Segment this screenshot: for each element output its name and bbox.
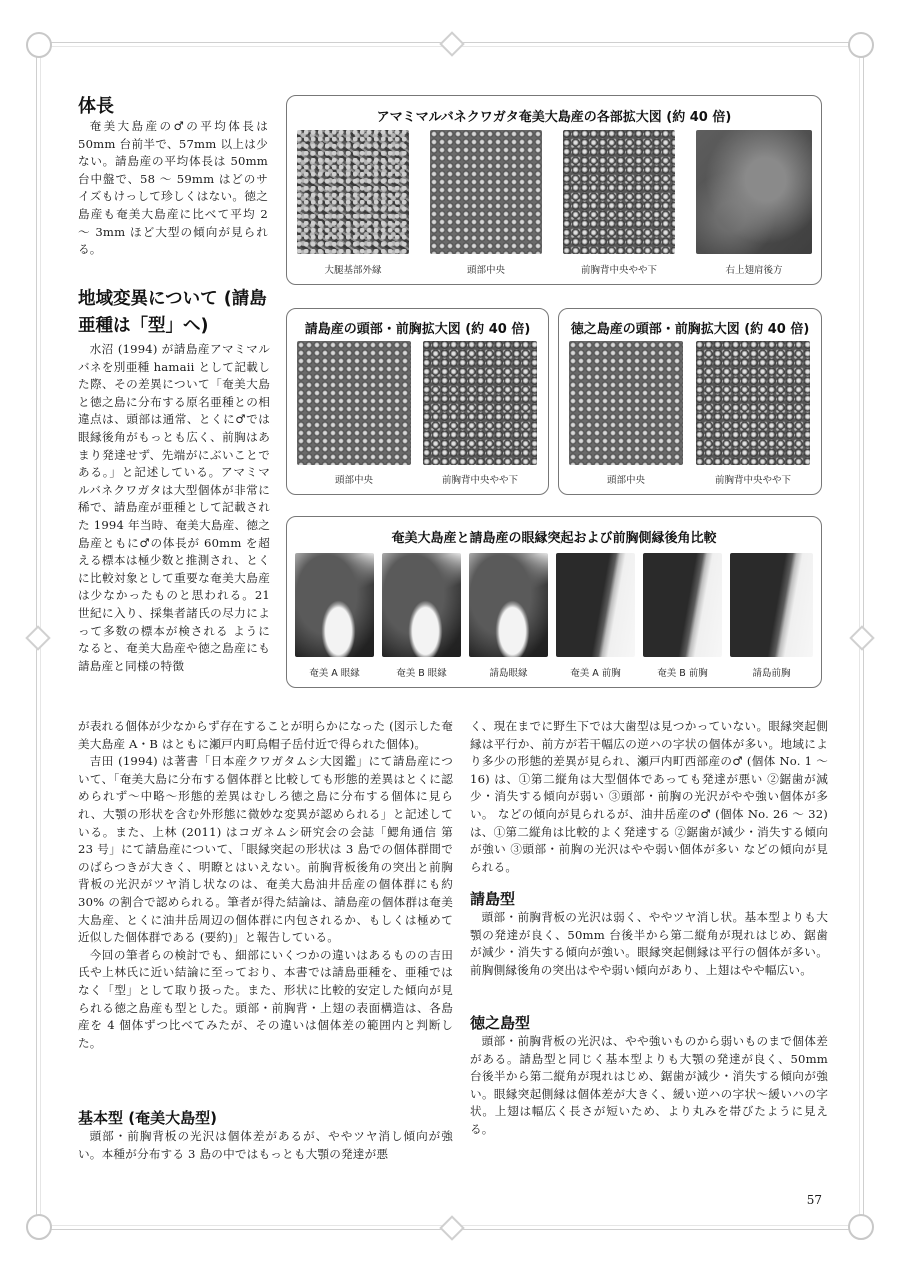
figure-caption: 頭部中央: [466, 265, 505, 276]
figure-caption: 奄美 A 眼縁: [309, 668, 360, 679]
heading-regional-variation: 地域変異について (請島亜種は「型」へ): [78, 289, 267, 336]
figure-amami-title: アマミマルバネクワガタ奄美大島産の各部拡大図 (約 40 倍): [376, 110, 732, 125]
texture-photo: [696, 341, 810, 465]
figure-caption: 頭部中央: [606, 475, 645, 486]
figure-compare-title: 奄美大島産と請島産の眼縁突起および前胸側縁後角比較: [391, 531, 717, 546]
page-number: 57: [806, 1193, 822, 1207]
basic-type-text-left: 頭部・前胸背板の光沢は個体差があるが、ややツヤ消し傾向が強い。本種が分布する 3 島の中ではもっとも大顎の発達が悪: [78, 1129, 453, 1161]
heading-tokunoshima-type: 徳之島型: [470, 1014, 531, 1032]
figure-caption: 前胸背中央やや下: [580, 265, 657, 276]
regional-text-continued: が表れる個体が少なからず存在することが明らかになった (図示した奄美大島産 A・B はともに瀬戸内町烏帽子岳付近で得られた個体)。 吉田 (1994) は著書「日本産クワガタムシ大図鑑」にて請島産について、「奄美大島に分布する個体群と比較しても形態的差異はとくに認められず～中略～形態的差異はむしろ徳之島に分布する個体に見られ、大顎の形状を含む外形態に微妙な変異が認められる」と記述している。また、上林 (2011) はコガネムシ研究会の会誌「鰓角通信 第 23 号」にて請島産について、「眼縁突起の形状は 3 島での個体群間でのばらつきが大きく、明瞭とはいえない。前胸背板後角の突出と前胸背板の光沢がツヤ消し状なのは、奄美大島油井岳産の個体群にも約 30% の割合で認められる。筆者が得た結論は、請島産の個体群は奄美大島産、とくに油井岳周辺の個体群に内包されるか、もしくは極めて近似した個体群である (要約)」と報告している。 今回の筆者らの検討でも、細部にいくつかの違いはあるものの吉田氏や上林氏に近い結論に至っており、本書では請島亜種を、亜種ではなく「型」として取り扱った。また、形状に比較的安定した傾向が見られる徳之島産も型とした。頭部・前胸背・上翅の表面構造は、各島産を 4 個体ずつ比べてみたが、その違いは個体差の範囲内と判断した。: [78, 719, 453, 1050]
figure-caption: 請島眼縁: [489, 668, 528, 679]
figure-caption: 大腿基部外縁: [324, 265, 382, 276]
corner-ornament: [848, 1214, 874, 1240]
eye-canthus-photo: [295, 553, 374, 657]
figure-caption: 奄美 B 前胸: [657, 668, 708, 679]
figure-caption: 前胸背中央やや下: [714, 475, 791, 486]
figure-caption: 前胸背中央やや下: [441, 475, 518, 486]
figure-amami-panel: [286, 95, 822, 285]
texture-photo: [563, 130, 675, 254]
eye-canthus-photo: [382, 553, 461, 657]
figure-ukejima-panel: [286, 308, 549, 495]
figure-caption: 請島前胸: [752, 668, 791, 679]
ukejima-type-text: 頭部・前胸背板の光沢は弱く、ややツヤ消し状。基本型よりも大顎の発達が良く、50mm 台後半から第二縦角が現れはじめ、鋸歯が減少・消失する傾向が強い。眼縁突起側縁は平行の個体が多い。前胸側縁後角の突出はやや弱い傾向があり、上翅はやや幅広い。: [470, 910, 828, 977]
heading-basic-type: 基本型 (奄美大島型): [78, 1109, 217, 1127]
eye-canthus-photo: [469, 553, 548, 657]
figure-compare-panel: [286, 516, 822, 688]
tokunoshima-type-text: 頭部・前胸背板の光沢は、やや強いものから弱いものまで個体差がある。請島型と同じく基本型よりも大顎の発達が良く、50mm 台後半から第二縦角が現れはじめ、鋸歯が減少・消失する傾向が強い。眼縁突起側縁は個体差が大きく、緩い逆ハの字状～緩いハの字状。上翅は幅広く長さが短いため、より丸みを帯びたように見える。: [470, 1034, 828, 1136]
basic-type-text-right: く、現在までに野生下では大歯型は見つかっていない。眼縁突起側縁は平行か、前方が若干幅広の逆ハの字状の個体が多い。地域により多少の形態的差異が見られ、瀬戸内町西部産の♂ (個体 No. 1 ～ 16) は、①第二縦角は大型個体であっても発達が悪い ②鋸歯が減少・消失する傾向が弱い ③頭部・前胸の光沢がやや強い個体が多い。 などの傾向が見られるが、油井岳産の♂ (個体 No. 26 ～ 32) は、①第二縦角は比較的よく発達する ②鋸歯が減少・消失する傾向が強い ③頭部・前胸の光沢はやや弱い個体が多い などの傾向が見られる。: [470, 719, 828, 874]
texture-photo: [297, 130, 409, 254]
texture-photo: [569, 341, 683, 465]
figure-caption: 奄美 A 前胸: [570, 668, 621, 679]
texture-photo: [696, 130, 812, 254]
corner-ornament: [26, 32, 52, 58]
pronotum-photo: [556, 553, 635, 657]
texture-photo: [423, 341, 537, 465]
heading-ukejima-type: 請島型: [470, 890, 516, 908]
pronotum-photo: [643, 553, 722, 657]
corner-ornament: [848, 32, 874, 58]
heading-body-length: 体長: [78, 96, 114, 117]
regional-text-left: 水沼 (1994) が請島産アマミマルバネを別亜種 hamaii として記載した際、その差異について「奄美大島と徳之島に分布する原名亜種との相違点は、頭部は通常、とくに♂では眼縁後角がもっとも広く、前胸はあまり発達せず、先端がにぶいことである。」と記述している。アマミマルバネクワガタは大型個体が非常に稀で、請島産が亜種として記載された 1994 年当時、奄美大島産、徳之島産ともに♂の体長が 60mm を超える標本は極少数と推測され、とくに比較対象として重要な奄美大島産は少なかったものと思われる。21 世紀に入り、採集者諸氏の尽力によって多数の標本が検される ようになると、奄美大島産や徳之島産にも請島産と同様の特徴: [78, 342, 270, 673]
figure-ukejima-title: 請島産の頭部・前胸拡大図 (約 40 倍): [304, 322, 531, 337]
figure-caption: 奄美 B 眼縁: [396, 668, 447, 679]
figure-tokunoshima-panel: [558, 308, 822, 495]
body-length-text: 奄美大島産の♂の平均体長は 50mm 台前半で、57mm 以上は少ない。請島産の平均体長は 50mm 台中盤で、58 ～ 59mm はどのサイズもけっして珍しくはない。徳之島産も奄美大島産に比べて平均 2 ～ 3mm ほど大型の傾向が見られる。: [78, 119, 268, 257]
figure-caption: 右上翅肩後方: [725, 265, 783, 276]
figure-caption: 頭部中央: [334, 475, 373, 486]
texture-photo: [297, 341, 411, 465]
pronotum-photo: [730, 553, 813, 657]
corner-ornament: [26, 1214, 52, 1240]
figure-tokunoshima-title: 徳之島産の頭部・前胸拡大図 (約 40 倍): [570, 322, 810, 337]
texture-photo: [430, 130, 542, 254]
